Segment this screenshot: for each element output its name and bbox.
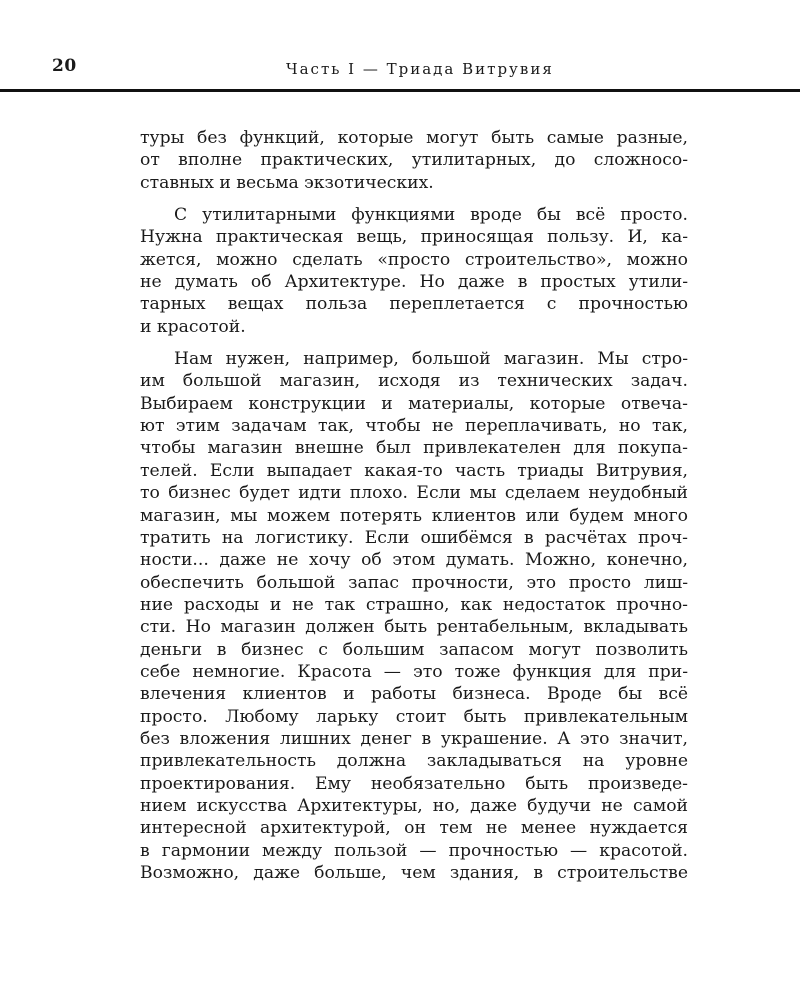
text-line: чтобы магазин внешне был привлекателен для покупа- bbox=[140, 438, 688, 459]
running-title: Часть I — Триада Витрувия bbox=[286, 60, 554, 78]
text-line: ют этим задачам так, чтобы не переплачивать, но так, bbox=[140, 416, 688, 437]
paragraph-3 bbox=[140, 348, 688, 884]
header-rule bbox=[0, 89, 800, 92]
text-line: обеспечить большой запас прочности, это просто лиш- bbox=[140, 572, 688, 593]
text-line: Возможно, даже больше, чем здания, в строительстве bbox=[140, 863, 688, 883]
text-line: проектирования. Ему необязательно быть произведе- bbox=[140, 773, 688, 794]
page-header bbox=[0, 0, 800, 92]
text-line: без вложения лишних денег в украшение. А это значит, bbox=[140, 728, 688, 749]
text-line: нием искусства Архитектуры, но, даже будучи не самой bbox=[140, 795, 688, 816]
text-line: ности... даже не хочу об этом думать. Можно, конечно, bbox=[140, 550, 688, 571]
paragraph-2 bbox=[140, 204, 688, 338]
text-line: жется, можно сделать «просто строительство», можно bbox=[140, 249, 688, 270]
paragraph-gap bbox=[140, 338, 688, 348]
text-line: Выбираем конструкции и материалы, которые отвеча- bbox=[140, 393, 688, 414]
text-line: от вполне практических, утилитарных, до сложносо- bbox=[140, 150, 688, 171]
text-line: магазин, мы можем потерять клиентов или будем много bbox=[140, 505, 688, 526]
text-line: в гармонии между пользой — прочностью — красотой. bbox=[140, 840, 688, 861]
text-line: то бизнес будет идти плохо. Если мы сделаем неудобный bbox=[140, 483, 688, 504]
text-line: и красотой. bbox=[140, 316, 246, 337]
body-text bbox=[140, 127, 688, 884]
text-line: Нужна практическая вещь, приносящая пользу. И, ка- bbox=[140, 227, 688, 248]
text-line: не думать об Архитектуре. Но даже в простых утили- bbox=[140, 272, 688, 293]
page-number: 20 bbox=[52, 56, 77, 76]
text-line: просто. Любому ларьку стоит быть привлекательным bbox=[140, 706, 688, 727]
text-line: им большой магазин, исходя из технических задач. bbox=[140, 371, 688, 392]
text-line: сти. Но магазин должен быть рентабельным, вкладывать bbox=[140, 617, 688, 638]
text-line: ставных и весьма экзотических. bbox=[140, 172, 434, 193]
paragraph-gap bbox=[140, 194, 688, 204]
text-line: деньги в бизнес с большим запасом могут позволить bbox=[140, 639, 688, 660]
text-line: Нам нужен, например, большой магазин. Мы стро- bbox=[174, 349, 688, 370]
text-line: туры без функций, которые могут быть самые разные, bbox=[140, 128, 688, 148]
text-line: интересной архитектурой, он тем не менее нуждается bbox=[140, 818, 688, 839]
text-line: себе немногие. Красота — это тоже функция для при- bbox=[140, 661, 688, 682]
text-line: тарных вещах польза переплетается с прочностью bbox=[140, 294, 688, 315]
text-line: привлекательность должна закладываться на уровне bbox=[140, 751, 688, 772]
text-line: телей. Если выпадает какая-то часть триады Витрувия, bbox=[140, 460, 688, 481]
paragraph-1 bbox=[140, 127, 688, 194]
text-line: ние расходы и не так страшно, как недостаток прочно- bbox=[140, 594, 688, 615]
text-line: С утилитарными функциями вроде бы всё просто. bbox=[174, 205, 688, 226]
text-line: влечения клиентов и работы бизнеса. Вроде бы всё bbox=[140, 684, 688, 705]
text-line: тратить на логистику. Если ошибёмся в расчётах проч- bbox=[140, 527, 688, 548]
